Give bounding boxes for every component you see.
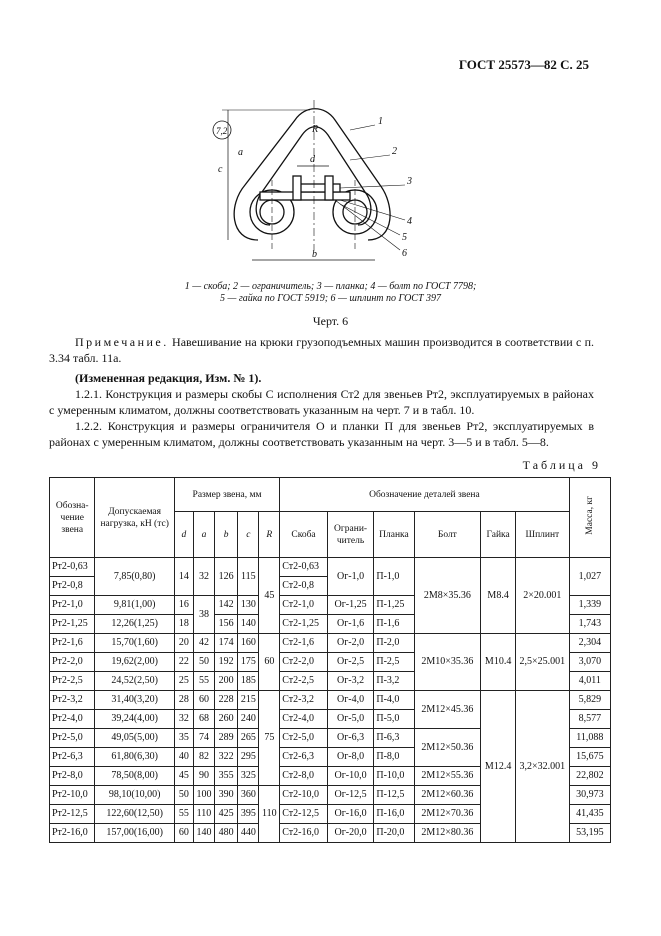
table-row	[50, 634, 611, 653]
table-cell: 130	[238, 596, 259, 615]
table-cell: 75	[259, 691, 280, 786]
table-cell: 215	[238, 691, 259, 710]
table-cell: Ст2-16,0	[280, 824, 328, 843]
table-cell: 18	[174, 615, 193, 634]
table-cell: 16	[174, 596, 193, 615]
header-parts: Обозначение деталей звена	[280, 478, 569, 512]
table-cell: 110	[193, 805, 214, 824]
table-cell: 45	[174, 767, 193, 786]
table-cell: 142	[215, 596, 238, 615]
header-skoba: Скоба	[280, 512, 328, 558]
table-cell: 325	[238, 767, 259, 786]
table-cell: 60	[259, 634, 280, 691]
table-cell: Рт2-3,2	[50, 691, 95, 710]
table-cell: 74	[193, 729, 214, 748]
table-cell: Ог-10,0	[327, 767, 374, 786]
table-cell: Ог-16,0	[327, 805, 374, 824]
table-cell: 2,5×25.001	[516, 634, 570, 691]
bolt-left	[293, 176, 301, 200]
table-cell: 68	[193, 710, 214, 729]
table-cell: 39,24(4,00)	[95, 710, 174, 729]
figure-legend-line2: 5 — гайка по ГОСТ 5919; 6 — шплинт по ГОСТ 397	[219, 293, 442, 304]
header-designation: Обозна-чение звена	[50, 478, 95, 558]
table-cell: Рт2-10,0	[50, 786, 95, 805]
table-cell: 2×20.001	[516, 558, 570, 634]
header-bolt: Болт	[414, 512, 481, 558]
label-5: 5	[402, 232, 407, 243]
table-cell: Ст2-1,25	[280, 615, 328, 634]
table-cell: Ог-4,0	[327, 691, 374, 710]
table-cell: 295	[238, 748, 259, 767]
table-cell: 1,743	[569, 615, 610, 634]
table-cell: 192	[215, 653, 238, 672]
table-cell: Рт2-2,5	[50, 672, 95, 691]
table-cell: П-12,5	[374, 786, 414, 805]
table-cell: 360	[238, 786, 259, 805]
label-b: b	[312, 249, 317, 260]
table-cell: 260	[215, 710, 238, 729]
table-cell: Ст2-0,63	[280, 558, 328, 577]
table-cell: 19,62(2,00)	[95, 653, 174, 672]
table-cell: 200	[215, 672, 238, 691]
table-cell: П-1,0	[374, 558, 414, 596]
table-cell: 60	[174, 824, 193, 843]
header-planka: Планка	[374, 512, 414, 558]
table-cell: Рт2-2,0	[50, 653, 95, 672]
table-cell: Ст2-3,2	[280, 691, 328, 710]
table-cell: П-6,3	[374, 729, 414, 748]
table-cell: Ст2-2,0	[280, 653, 328, 672]
table-cell: Ог-2,0	[327, 634, 374, 653]
label-c: c	[218, 164, 223, 175]
table-cell: 9,81(1,00)	[95, 596, 174, 615]
table-cell: 156	[215, 615, 238, 634]
label-d: d	[310, 154, 315, 165]
table-cell: 8,577	[569, 710, 610, 729]
table-cell: Рт2-12,5	[50, 805, 95, 824]
table-cell: 38	[193, 596, 214, 634]
table-cell: 15,675	[569, 748, 610, 767]
label-3: 3	[407, 176, 412, 187]
table-cell: 22,802	[569, 767, 610, 786]
header-gaika: Гайка	[481, 512, 516, 558]
table-cell: 160	[238, 634, 259, 653]
table-cell: 98,10(10,00)	[95, 786, 174, 805]
table-cell: Рт2-5,0	[50, 729, 95, 748]
table-cell: 24,52(2,50)	[95, 672, 174, 691]
table-cell: 25	[174, 672, 193, 691]
table-cell: П-3,2	[374, 672, 414, 691]
table-cell: П-16,0	[374, 805, 414, 824]
header-ogr: Ограни-читель	[327, 512, 374, 558]
table-cell: 140	[238, 615, 259, 634]
table-cell: П-1,25	[374, 596, 414, 615]
table-cell: Ст2-2,5	[280, 672, 328, 691]
table-cell: 55	[193, 672, 214, 691]
table-cell: 7,85(0,80)	[95, 558, 174, 596]
table-cell: 11,088	[569, 729, 610, 748]
figure-caption: Черт. 6	[312, 314, 349, 328]
header-b: b	[215, 512, 238, 558]
page-header: ГОСТ 25573—82 С. 25	[458, 57, 589, 72]
table-cell: 2М12×70.36	[414, 805, 481, 824]
table-cell: Рт2-1,6	[50, 634, 95, 653]
table-cell: П-8,0	[374, 748, 414, 767]
table-cell: 390	[215, 786, 238, 805]
edition-note: (Измененная редакция, Изм. № 1).	[75, 371, 262, 385]
table-cell: 240	[238, 710, 259, 729]
table-cell: Ст2-1,0	[280, 596, 328, 615]
table-cell: 61,80(6,30)	[95, 748, 174, 767]
table-cell: 157,00(16,00)	[95, 824, 174, 843]
table-cell: 3,070	[569, 653, 610, 672]
table-cell: Рт2-1,0	[50, 596, 95, 615]
header-size: Размер звена, мм	[174, 478, 279, 512]
table-cell: 2М12×55.36	[414, 767, 481, 786]
shackle-inner	[256, 127, 371, 225]
table-cell: 20	[174, 634, 193, 653]
table-cell: 5,829	[569, 691, 610, 710]
table-cell: 40	[174, 748, 193, 767]
table-cell: 265	[238, 729, 259, 748]
table-caption: Таблица 9	[522, 458, 601, 472]
table-row	[50, 558, 611, 577]
table-cell: 289	[215, 729, 238, 748]
table-9	[49, 477, 611, 843]
table-cell: М12.4	[481, 691, 516, 843]
table-cell: П-20,0	[374, 824, 414, 843]
table-cell: 2М12×80.36	[414, 824, 481, 843]
table-cell: 53,195	[569, 824, 610, 843]
table-cell: 480	[215, 824, 238, 843]
table-cell: Ст2-5,0	[280, 729, 328, 748]
table-cell: Рт2-1,25	[50, 615, 95, 634]
table-cell: Рт2-16,0	[50, 824, 95, 843]
table-cell: 1,027	[569, 558, 610, 596]
table-cell: Ог-1,6	[327, 615, 374, 634]
table-cell: Рт2-4,0	[50, 710, 95, 729]
label-4: 4	[407, 216, 412, 227]
table-cell: П-2,0	[374, 634, 414, 653]
table-cell: М8.4	[481, 558, 516, 634]
table-cell: 355	[215, 767, 238, 786]
table-cell: Ог-20,0	[327, 824, 374, 843]
table-cell: Рт2-6,3	[50, 748, 95, 767]
table-cell: 41,435	[569, 805, 610, 824]
label-1: 1	[378, 116, 383, 127]
note-label: Примечание.	[75, 335, 169, 349]
label-2: 2	[392, 146, 397, 157]
paragraph-1-2-2: 1.2.2. Конструкция и размеры ограничителя О и планки П для звеньев Рт2, эксплуатируемых в районах с умеренным климатом, должны соответствовать указанным на черт. 3—5 и в табл. 5—8.	[49, 419, 594, 449]
table-cell: П-1,6	[374, 615, 414, 634]
table-cell: 185	[238, 672, 259, 691]
table-cell: 122,60(12,50)	[95, 805, 174, 824]
table-cell: 90	[193, 767, 214, 786]
table-cell: Ст2-12,5	[280, 805, 328, 824]
table-cell: 42	[193, 634, 214, 653]
table-cell: 175	[238, 653, 259, 672]
figure-legend-line1: 1 — скоба; 2 — ограничитель; 3 — планка; 4 — болт по ГОСТ 7798;	[184, 281, 477, 292]
header-R: R	[259, 512, 280, 558]
header-c: c	[238, 512, 259, 558]
table-cell: Рт2-0,63	[50, 558, 95, 577]
table-cell: 30,973	[569, 786, 610, 805]
table-cell: 2М12×50.36	[414, 729, 481, 767]
table-cell: Ог-1,25	[327, 596, 374, 615]
table-cell: 1,339	[569, 596, 610, 615]
table-cell: 50	[174, 786, 193, 805]
table-cell: Ог-2,5	[327, 653, 374, 672]
table-cell: П-5,0	[374, 710, 414, 729]
table-cell: М10.4	[481, 634, 516, 691]
table-cell: 322	[215, 748, 238, 767]
table-cell: 126	[215, 558, 238, 596]
table-cell: 12,26(1,25)	[95, 615, 174, 634]
note-paragraph	[49, 334, 594, 366]
table-cell: 4,011	[569, 672, 610, 691]
table-cell: 395	[238, 805, 259, 824]
header-a: a	[193, 512, 214, 558]
table-cell: 32	[193, 558, 214, 596]
label-6: 6	[402, 248, 407, 259]
table-cell: 15,70(1,60)	[95, 634, 174, 653]
table-cell: 60	[193, 691, 214, 710]
table-cell: П-2,5	[374, 653, 414, 672]
table-cell: Рт2-0,8	[50, 577, 95, 596]
table-cell: 78,50(8,00)	[95, 767, 174, 786]
limiter	[300, 184, 340, 192]
table-cell: П-4,0	[374, 691, 414, 710]
table-cell: Ст2-10,0	[280, 786, 328, 805]
table-cell: 35	[174, 729, 193, 748]
table-cell: Ст2-8,0	[280, 767, 328, 786]
table-cell: Ог-12,5	[327, 786, 374, 805]
table-cell: 14	[174, 558, 193, 596]
header-shplint: Шплинт	[516, 512, 570, 558]
table-cell: 110	[259, 786, 280, 843]
table-cell: 228	[215, 691, 238, 710]
table-cell: 2М8×35.36	[414, 558, 481, 634]
table-cell: Ст2-1,6	[280, 634, 328, 653]
table-cell: П-10,0	[374, 767, 414, 786]
table-cell: 140	[193, 824, 214, 843]
table-cell: 55	[174, 805, 193, 824]
table-cell: 2,304	[569, 634, 610, 653]
table-row	[50, 691, 611, 710]
table-cell: 22	[174, 653, 193, 672]
table-cell: Ст2-4,0	[280, 710, 328, 729]
table-cell: Ог-3,2	[327, 672, 374, 691]
table-cell: Ог-8,0	[327, 748, 374, 767]
header-load: Допускаемая нагрузка, кН (тс)	[95, 478, 174, 558]
table-cell: 50	[193, 653, 214, 672]
table-cell: 28	[174, 691, 193, 710]
table-cell: 49,05(5,00)	[95, 729, 174, 748]
table-cell: 425	[215, 805, 238, 824]
table-cell: 174	[215, 634, 238, 653]
label-a: a	[238, 147, 243, 158]
label-R: R	[312, 124, 319, 135]
table-cell: Ог-1,0	[327, 558, 374, 596]
table-cell: 2М10×35.36	[414, 634, 481, 691]
table-cell: Ст2-6,3	[280, 748, 328, 767]
table-cell: 115	[238, 558, 259, 596]
table-cell: Ог-5,0	[327, 710, 374, 729]
table-cell: 3,2×32.001	[516, 691, 570, 843]
link-drawing	[200, 100, 440, 275]
table-cell: 440	[238, 824, 259, 843]
note-text: Навешивание на крюки грузоподъемных машин производится в соответствии с п. 3.34 табл. 11а.	[49, 335, 594, 365]
plate	[260, 192, 350, 200]
table-cell: Ог-6,3	[327, 729, 374, 748]
bolt-right	[325, 176, 333, 200]
table-cell: 32	[174, 710, 193, 729]
label-r: 7,2	[216, 126, 228, 136]
table-cell: 82	[193, 748, 214, 767]
paragraph-1-2-1: 1.2.1. Конструкция и размеры скобы С исполнения Ст2 для звеньев Рт2, эксплуатируемых в районах с умеренным климатом, должны соответствовать указанным на черт. 7 и в табл. 10.	[49, 387, 594, 417]
table-cell: 2М12×60.36	[414, 786, 481, 805]
table-cell: Ст2-0,8	[280, 577, 328, 596]
table-cell: 45	[259, 558, 280, 634]
table-cell: 31,40(3,20)	[95, 691, 174, 710]
table-cell: Рт2-8,0	[50, 767, 95, 786]
header-mass: Масса, кг	[569, 478, 610, 558]
header-d: d	[174, 512, 193, 558]
table-cell: 2М12×45.36	[414, 691, 481, 729]
table-cell: 100	[193, 786, 214, 805]
